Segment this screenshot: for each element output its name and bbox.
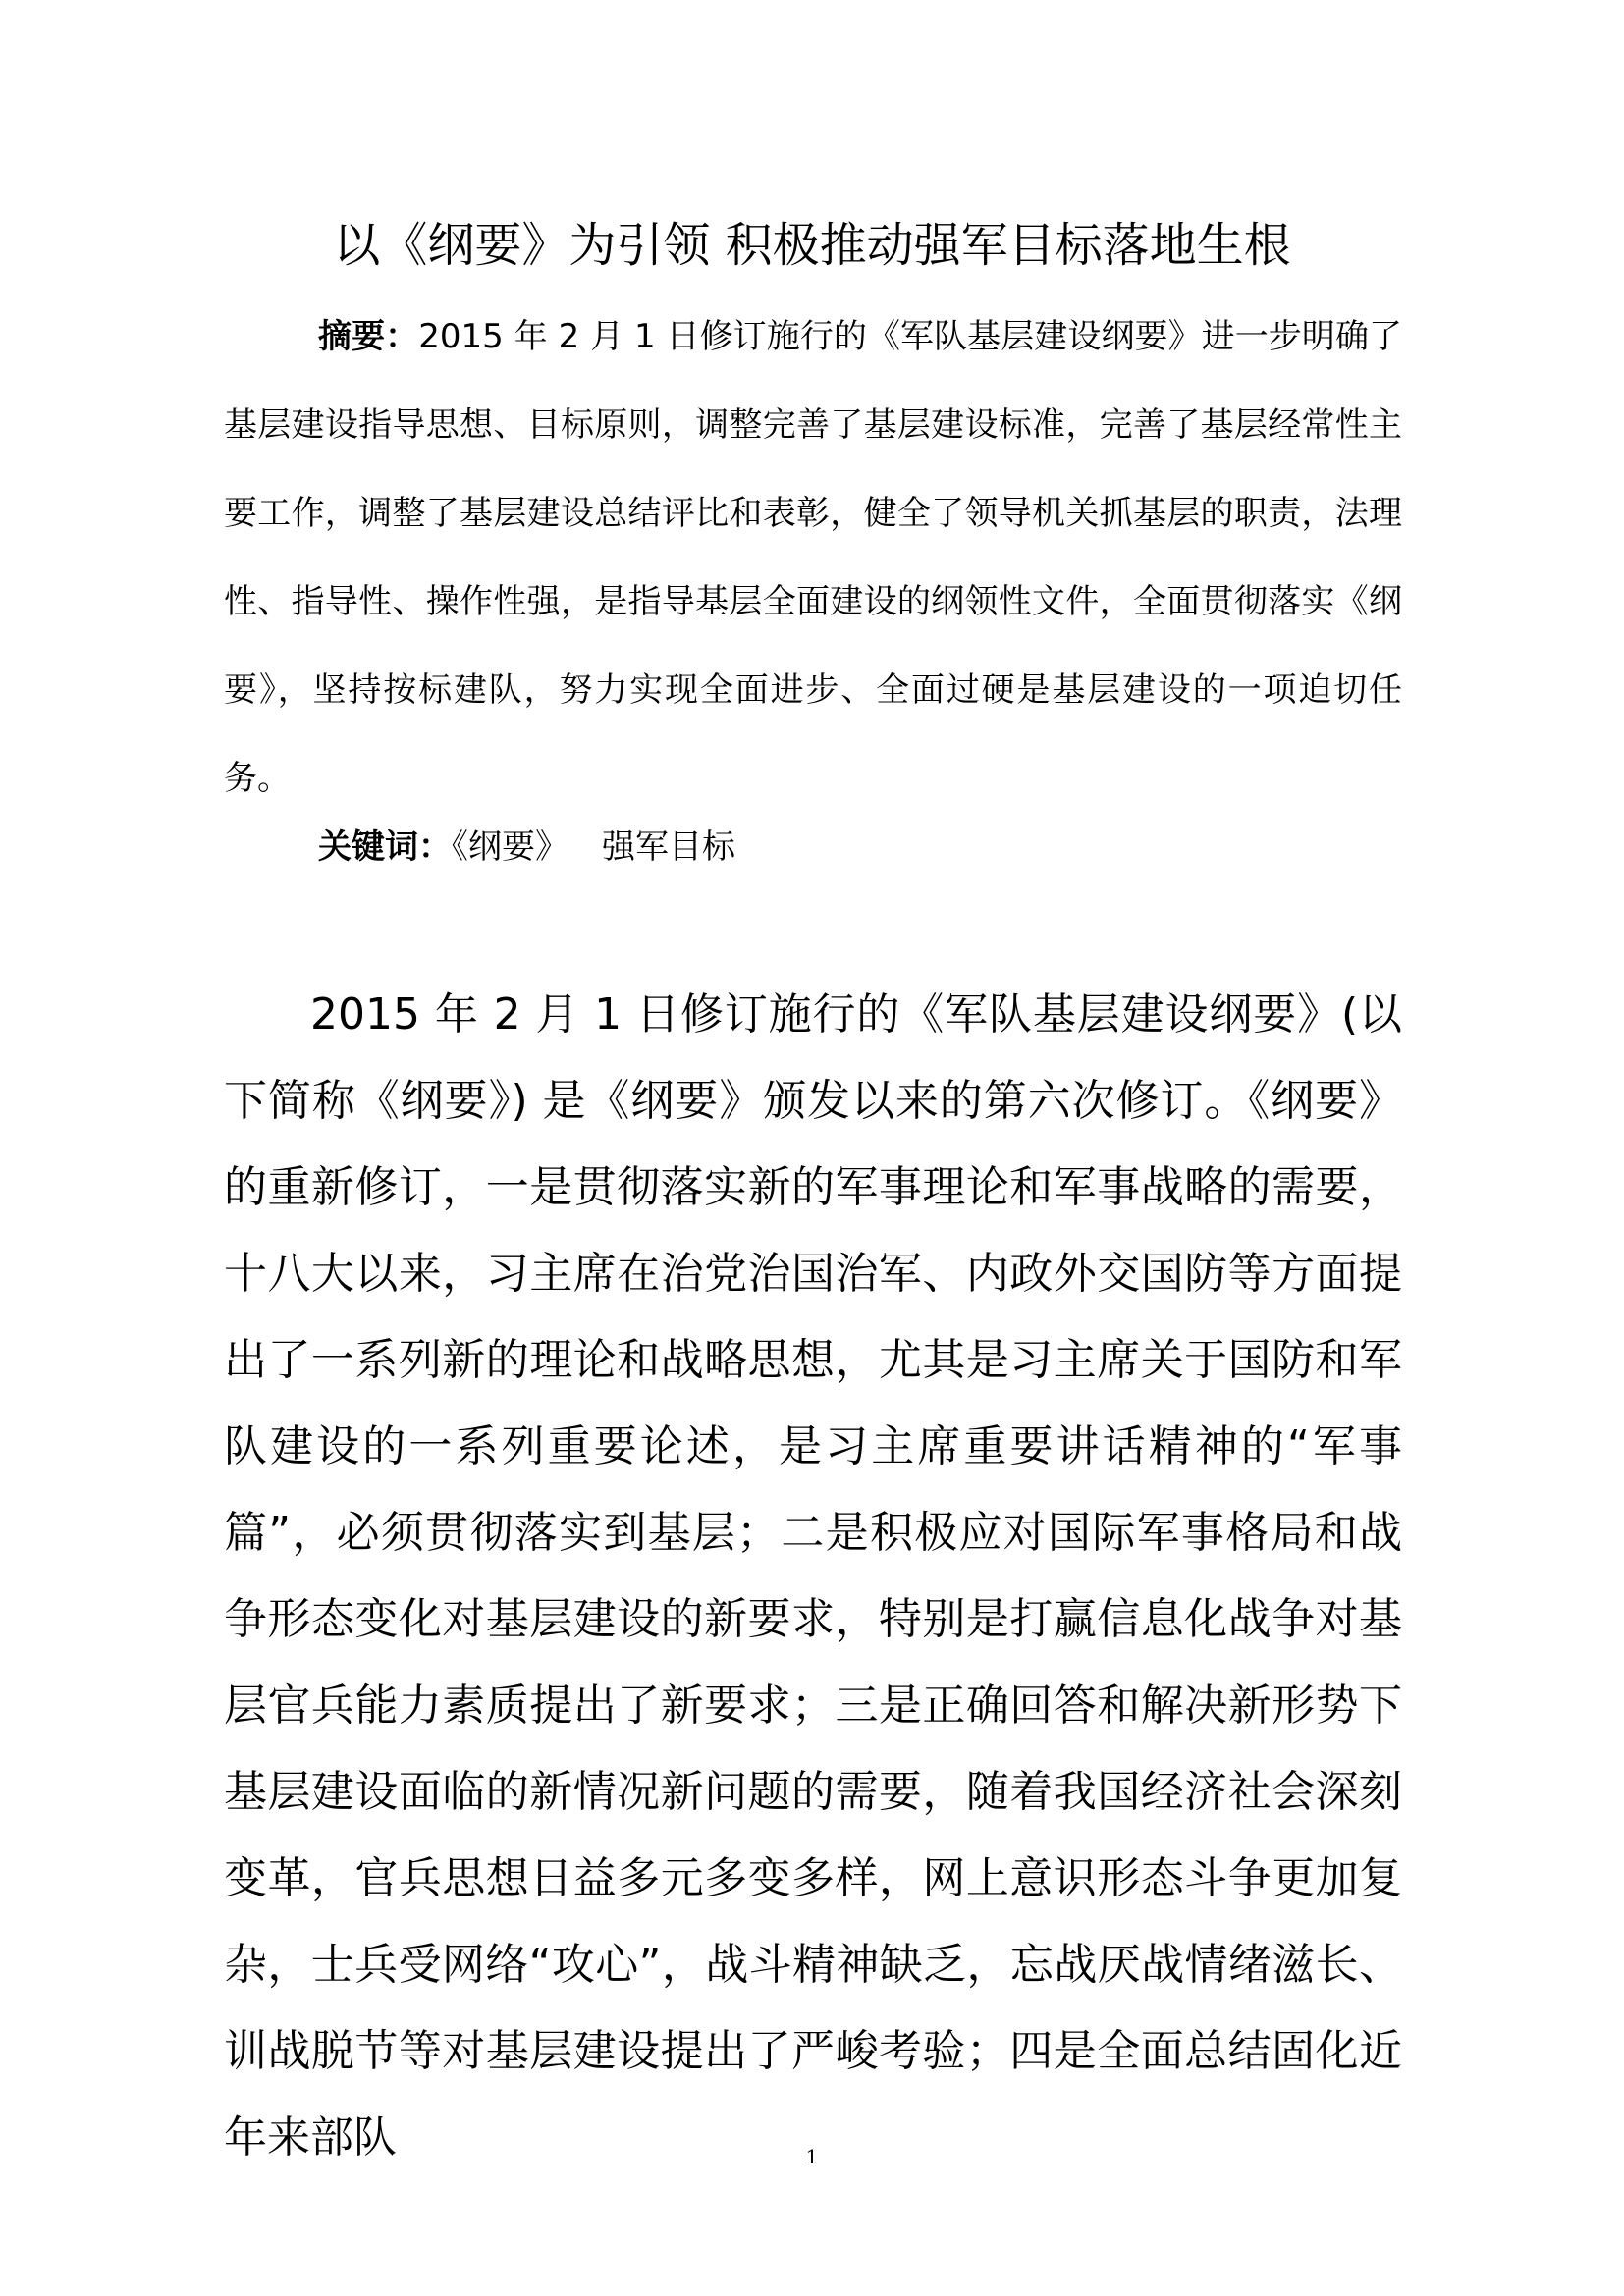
abstract-text: 2015 年 2 月 1 日修订施行的《军队基层建设纲要》进一步明确了基层建设指导思想、目标原则，调整完善了基层建设标准，完善了基层经常性主要工作，调整了基层建设总结评比和表彰，健全了领导机关抓基层的职责，法理性、指导性、操作性强，是指导基层全面建设的纲领性文件，全面贯彻落实《纲要》，坚持按标建队，努力实现全面进步、全面过硬是基层建设的一项迫切任务。 — [224, 317, 1403, 798]
abstract-paragraph — [224, 293, 1402, 823]
keywords-line — [224, 803, 1402, 891]
keywords-label: 关键词： — [318, 828, 452, 867]
body-paragraph: 2015 年 2 月 1 日修订施行的《军队基层建设纲要》(以下简称《纲要》) 是《纲要》颁发以来的第六次修订。《纲要》的重新修订，一是贯彻落实新的军事理论和军事战略的需要，十八大以来，习主席在治党治国治军、内政外交国防等方面提出了一系列新的理论和战略思想，尤其是习主席关于国防和军队建设的一系列重要论述，是习主席重要讲话精神的“军事篇”，必须贯彻落实到基层；二是积极应对国际军事格局和战争形态变化对基层建设的新要求，特别是打赢信息化战争对基层官兵能力素质提出了新要求；三是正确回答和解决新形势下基层建设面临的新情况新问题的需要，随着我国经济社会深刻变革，官兵思想日益多元多变多样，网上意识形态斗争更加复杂，士兵受网络“攻心”，战斗精神缺乏，忘战厌战情绪滋长、训战脱节等对基层建设提出了严峻考验；四是全面总结固化近年来部队 — [224, 989, 1402, 2163]
keyword-item: 强军目标 — [602, 828, 735, 867]
keyword-item: 《纲要》 — [452, 828, 568, 867]
page-number: 1 — [805, 2145, 819, 2168]
abstract-label: 摘要： — [318, 317, 419, 356]
document-title: 以《纲要》为引领 积极推动强军目标落地生根 — [333, 218, 1291, 273]
